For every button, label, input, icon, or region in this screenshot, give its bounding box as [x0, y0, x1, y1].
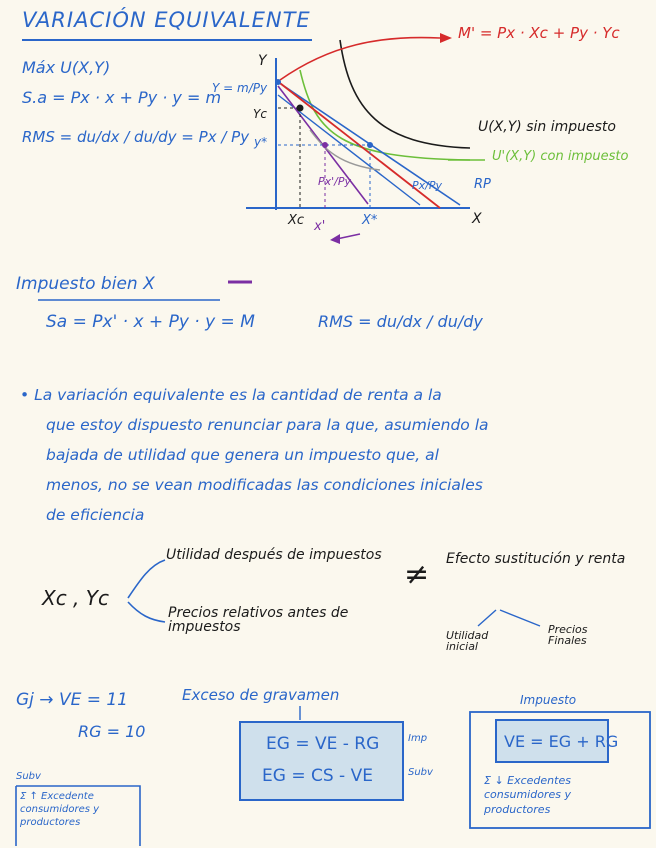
not-equal: ≠ — [404, 557, 430, 592]
u-con-label: U'(X,Y) con impuesto — [492, 149, 629, 164]
budget-line-2 — [278, 95, 420, 205]
x-axis-label: X — [472, 211, 482, 227]
subv-arrow-label: Subv — [408, 767, 433, 778]
exceso-gravamen: Exceso de gravamen — [182, 686, 340, 704]
imp-note: Σ ↓ Excedentes consumidores y productores — [484, 774, 571, 816]
impuesto-heading: Impuesto bien X — [16, 274, 155, 294]
xprime-label: x' — [314, 219, 326, 234]
efecto-sustitucion: Efecto sustitución y renta — [446, 551, 626, 567]
precios-finales: Precios Finales — [548, 623, 588, 647]
paragraph-line-1: • La variación equivalente es la cantidad de renta a la — [20, 386, 442, 404]
m-prime-label: M' = Px · Xc + Py · Yc — [458, 24, 620, 42]
point-intercept — [275, 79, 281, 85]
eg-formula-2: EG = CS - VE — [262, 766, 373, 786]
paragraph-line-3: bajada de utilidad que genera un impuesto que, al — [46, 446, 439, 464]
rp-label: RP — [474, 177, 491, 192]
xstar-label: X* — [362, 213, 378, 228]
u-sin-label: U(X,Y) sin impuesto — [478, 119, 616, 135]
imp-arrow-label: Imp — [408, 733, 428, 744]
subv-label: Subv — [16, 771, 41, 782]
util-despues: Utilidad después de impuestos — [166, 547, 382, 563]
page-title: VARIACIÓN EQUIVALENTE — [22, 8, 311, 32]
y-intercept-label: Y = m/Py — [212, 81, 268, 95]
max-u: Máx U(X,Y) — [22, 58, 111, 77]
sa-equation: S.a = Px · x + Py · y = m — [22, 88, 222, 107]
rms-equation: RMS = du/dx / du/dy = Px / Py — [22, 128, 250, 146]
red-arrow-arc — [280, 37, 440, 80]
point-star — [367, 142, 373, 148]
gj-line: Gj → VE = 11 — [16, 690, 129, 710]
ystar-label: y* — [254, 135, 268, 149]
point-c — [297, 105, 304, 112]
yc-label: Yc — [253, 107, 267, 121]
eg-formula-1: EG = VE - RG — [266, 734, 380, 754]
slope-label: Px/Py — [412, 179, 442, 192]
paragraph-line-5: de eficiencia — [46, 506, 145, 524]
slope-tax-label: Px'/Py — [318, 175, 352, 188]
xc-label: Xc — [288, 213, 305, 228]
xcyc-label: Xc , Yc — [42, 586, 109, 610]
sa-tax-equation: Sa = Px' · x + Py · y = M — [46, 312, 255, 332]
paragraph-line-4: menos, no se vean modificadas las condiciones iniciales — [46, 476, 483, 494]
y-axis-label: Y — [258, 53, 267, 69]
util-inicial: Utilidad inicial — [446, 629, 489, 653]
indifference-curve-u — [340, 40, 470, 148]
ve-formula: VE = EG + RG — [504, 732, 619, 751]
rg-line: RG = 10 — [78, 722, 146, 741]
arrowhead — [440, 33, 452, 43]
precios-relativos: Precios relativos antes de impuestos — [168, 605, 349, 635]
point-prime — [322, 142, 328, 148]
paragraph-line-2: que estoy dispuesto renunciar para la que, asumiendo la — [46, 416, 489, 434]
rms-tax-equation: RMS = du/dx / du/dy — [318, 312, 483, 331]
impuesto-label: Impuesto — [520, 693, 577, 707]
subv-note: Σ ↑ Excedente consumidores y productores — [20, 791, 100, 828]
